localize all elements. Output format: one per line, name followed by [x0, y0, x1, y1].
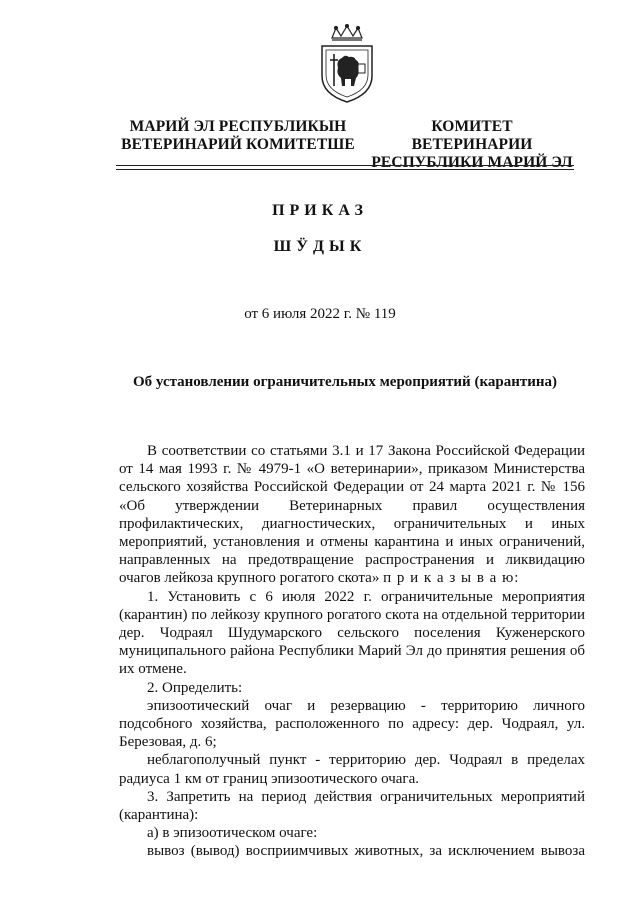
header-right-line1: КОМИТЕТ ВЕТЕРИНАРИИ — [411, 118, 533, 153]
order-body — [119, 442, 585, 861]
preamble-text: В соответствии со статьями 3.1 и 17 Закона Российской Федерации от 14 мая 1993 г. № 4979-1 «О ветеринарии», приказом Министерства сельского хозяйства Российской Федерации от 24 марта 2021 г. № 156 «Об утверждении Ветеринарных правил осуществления профилактических, диагностических, ограничительных и иных мероприятий, установления и отмены карантина и иных ограничений, направленных на предотвращение распространения и ликвидацию очагов лейкоза крупного рогатого скота» — [119, 443, 585, 587]
order-heading: Об установлении ограничительных мероприятий (карантина) — [132, 374, 557, 390]
order-title-ru: ПРИКАЗ — [272, 202, 368, 219]
clause-2: 2. Определить: — [147, 679, 243, 696]
header-divider-top — [116, 165, 574, 166]
clause-2-focus: эпизоотический очаг и резервацию - территорию личного подсобного хозяйства, расположенного по адресу: дер. Чодраял, ул. Березовая, д. 6; — [119, 697, 585, 751]
header-left-line2: ВЕТЕРИНАРИЙ КОМИТЕТШЕ — [121, 136, 355, 153]
clause-1: 1. Установить с 6 июля 2022 г. ограничительные мероприятия (карантин) по лейкозу крупного рогатого скота на отдельной территории дер. Чодраял Шудумарского сельского поселения Куженерского муниципального района Республики Марий Эл до принятия решения об их отмене. — [119, 588, 585, 678]
clause-3a-text: вывоз (вывод) восприимчивых животных, за исключением вывоза — [147, 843, 585, 860]
header-left-mari — [116, 118, 360, 154]
preamble-paragraph — [119, 442, 585, 588]
coat-of-arms-emblem — [318, 24, 376, 104]
clause-3a: а) в эпизоотическом очаге: — [147, 825, 318, 842]
header-left-line1: МАРИЙ ЭЛ РЕСПУБЛИКЫН — [129, 118, 347, 135]
clause-2-unsafe-point: неблагополучный пункт - территорию дер. Чодраял в пределах радиуса 1 км от границ эпизоотического очага. — [119, 752, 585, 787]
order-date-number: от 6 июля 2022 г. № 119 — [244, 306, 396, 322]
header-divider-bottom — [116, 169, 574, 170]
order-verb: п р и к а з ы в а ю: — [383, 570, 520, 587]
header-right-line2: РЕСПУБЛИКИ МАРИЙ ЭЛ — [371, 154, 573, 171]
clause-3: 3. Запретить на период действия ограничительных мероприятий (карантина): — [119, 788, 585, 824]
header-right-russian — [370, 118, 574, 172]
order-title-mari: ШӰДЫК — [273, 238, 367, 255]
